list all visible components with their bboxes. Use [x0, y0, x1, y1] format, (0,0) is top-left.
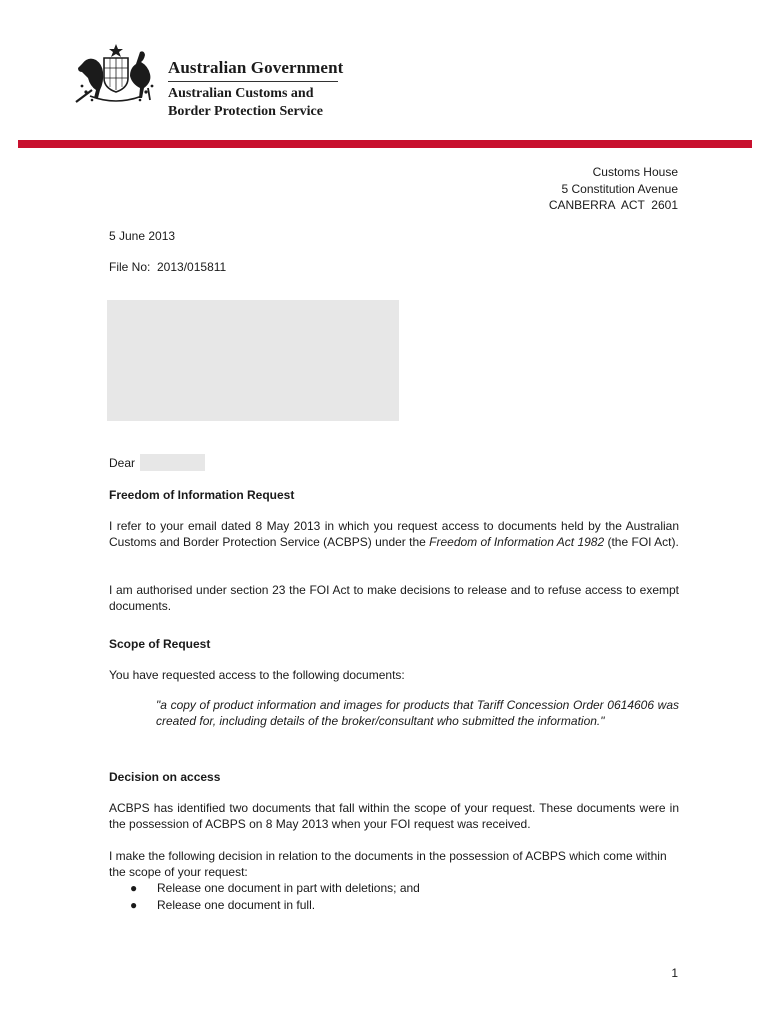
coat-of-arms-icon: [70, 42, 162, 106]
letter-date: 5 June 2013: [109, 229, 176, 243]
para1-text-a: I refer to your email dated 8 May 2013 in which you request access to documents held by the Australian Customs and Border Protection Service (ACBPS) under the: [109, 519, 679, 549]
heading-scope: Scope of Request: [109, 637, 211, 651]
header-red-band: [18, 140, 752, 148]
heading-foi-request: Freedom of Information Request: [109, 488, 295, 502]
para1-text-b: (the FOI Act).: [604, 535, 679, 549]
address-line-1: Customs House: [592, 165, 678, 179]
redacted-recipient-name: [140, 454, 205, 471]
decision-paragraph: ACBPS has identified two documents that fall within the scope of your request. These documents were in the possession of ACBPS on 8 May 2013 when your FOI request was received.: [109, 801, 679, 831]
scope-intro: You have requested access to the following documents:: [109, 668, 405, 682]
decision-item-2: Release one document in full.: [157, 898, 316, 912]
file-number: File No: 2013/015811: [109, 260, 227, 274]
government-title: Australian Government: [168, 58, 344, 77]
scope-quote: "a copy of product information and images for products that Tariff Concession Order 0614606 was created for, including details of the broker/consultant who submitted the information.": [156, 698, 679, 728]
bullet-icon: ●: [130, 881, 138, 895]
decision-intro: I make the following decision in relation to the documents in the possession of ACBPS which come within the scope of your request:: [109, 849, 667, 879]
act-title: Freedom of Information Act 1982: [429, 535, 605, 549]
heading-decision: Decision on access: [109, 770, 221, 784]
agency-name-line-2: Border Protection Service: [168, 104, 323, 119]
bullet-icon: ●: [130, 898, 138, 912]
salutation: Dear: [109, 456, 136, 470]
decision-item-1: Release one document in part with deletions; and: [157, 881, 420, 895]
list-item: [126, 880, 666, 897]
paragraph-authorisation: I am authorised under section 23 the FOI Act to make decisions to release and to refuse access to exempt documents.: [109, 583, 679, 613]
list-item: [126, 897, 666, 914]
page-number: 1: [671, 966, 678, 980]
redacted-recipient-address: [107, 300, 399, 421]
address-line-3: CANBERRA ACT 2601: [548, 198, 678, 212]
paragraph-request-reference: [109, 518, 679, 550]
header-rule: [168, 81, 338, 82]
address-line-2: 5 Constitution Avenue: [561, 182, 678, 196]
agency-name-line-1: Australian Customs and: [168, 86, 314, 101]
decision-list: [126, 880, 666, 914]
